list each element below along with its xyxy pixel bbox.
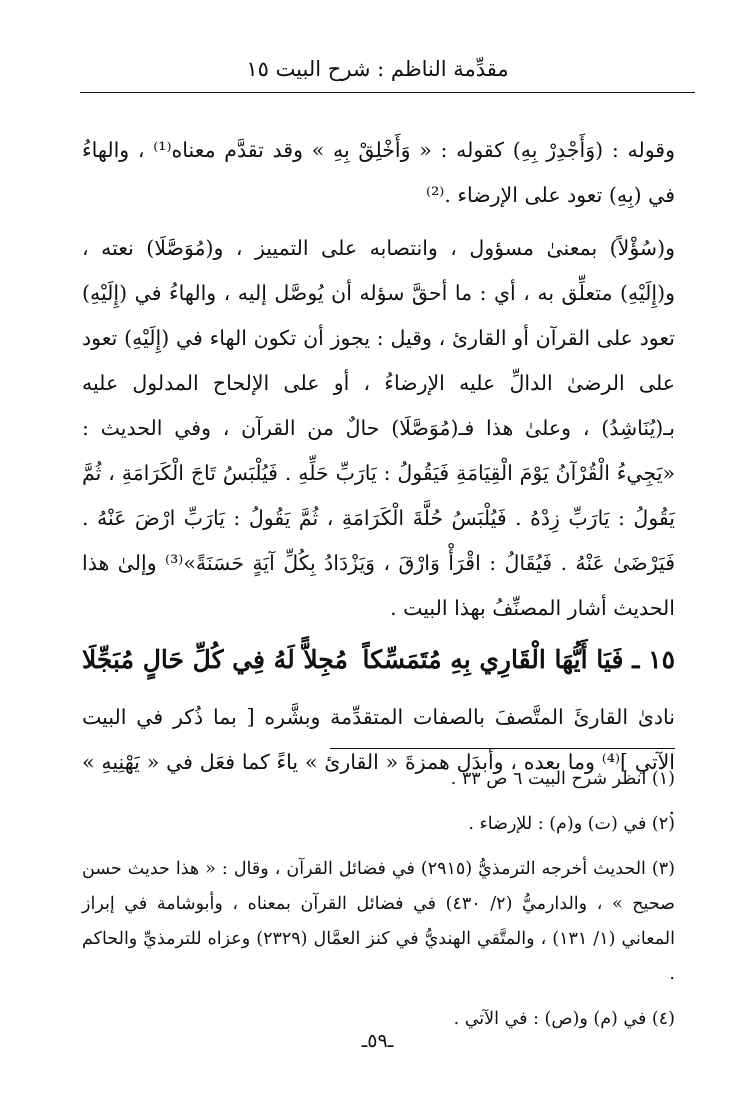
page-number: ـ٥٩ـ <box>361 1030 394 1052</box>
poem-verse <box>82 635 675 685</box>
footnote-1: (١) انظر شرح البيت ٦ ص ٣٣ . <box>450 769 675 789</box>
footnote-divider <box>330 748 675 749</box>
paragraph-1: وقوله : (وَأَجْدِرْ بِهِ) كقوله : « وَأَخْلِقْ بِهِ » وقد تقدَّم معناه⁽¹⁾ ، والهاءُ في (بِهِ) تعود على الإرضاء .⁽²⁾ <box>82 138 675 207</box>
header-divider <box>80 92 695 93</box>
footnotes <box>82 762 675 1047</box>
footnote-2: (٢) في (ت) و(م) : للإرضاء . <box>468 814 675 834</box>
footnote-3: (٣) الحديث أخرجه الترمذيُّ (٢٩١٥) في فضائل القرآن ، وقال : « هذا حديث حسن صحيح » ، والدارميُّ (٢/ ٤٣٠) في فضائل القرآن بمعناه ، وأبوشامة في إبراز المعاني (١/ ١٣١) ، والمتَّقي الهنديُّ في كنز العمَّال (٢٣٢٩) وعزاه للترمذيِّ والحاكم . <box>82 859 676 984</box>
verse-first-hemistich: ١٥ ـ فَيَا أَيُّهَا الْقَارِي بِهِ مُتَمَسِّكاً <box>362 645 675 674</box>
paragraph-2: و(سُؤْلاً) بمعنىٰ مسؤول ، وانتصابه على التمييز ، و(مُوَصَّلَا) نعته ، و(إِلَيْهِ) متعلِّق به ، أي : ما أحقَّ سؤله أن يُوصَّل إليه ، والهاءُ في (إِلَيْهِ) تعود على القرآن أو القارئ ، وقيل : يجوز أن تكون الهاء في (إِلَيْهِ) تعود على الرضىٰ الدالِّ عليه الإرضاءُ ، أو على الإلحاح المدلول عليه بـ(يُنَاشِدُ) ، وعلىٰ هذا فـ(مُوَصَّلَا) حالٌ من القرآن ، وفي الحديث : «يَجِيءُ الْقُرْآنُ يَوْمَ الْقِيَامَةِ فَيَقُولُ : يَارَبِّ حَلِّهِ . فَيُلْبَسُ تَاجَ الْكَرَامَةِ ، ثُمَّ يَقُولُ : يَارَبِّ زِدْهُ . فَيُلْبَسُ حُلَّةَ الْكَرَامَةِ ، ثُمَّ يَقُولُ : يَارَبِّ ارْضَ عَنْهُ . فَيَرْضَىٰ عَنْهُ . فَيُقَالُ : اقْرَأْ وَارْقَ ، وَيَزْدَادُ بِكُلِّ آيَةٍ حَسَنَةً»⁽³⁾ وإلىٰ هذا الحديث أشار المصنِّفُ بهذا البيت . <box>82 236 675 620</box>
main-text <box>82 128 675 830</box>
verse-second-hemistich: مُجِلاًّ لَهُ فِي كُلِّ حَالٍ مُبَجِّلَا <box>82 645 348 674</box>
footnote-4: (٤) في (م) و(ص) : في الآتي . <box>453 1009 675 1029</box>
running-header: مقدِّمة الناظم : شرح البيت ١٥ <box>246 57 509 81</box>
paragraph-3: نادىٰ القارئَ المتَّصفَ بالصفات المتقدِّمة وبشَّره [ بما ذُكر في البيت الآتي ]⁽⁴⁾ وما بعده ، وأبدَل همزةَ « القارئ » ياءً كما فعَل في « يَهْنِيهِ » . <box>82 705 675 819</box>
